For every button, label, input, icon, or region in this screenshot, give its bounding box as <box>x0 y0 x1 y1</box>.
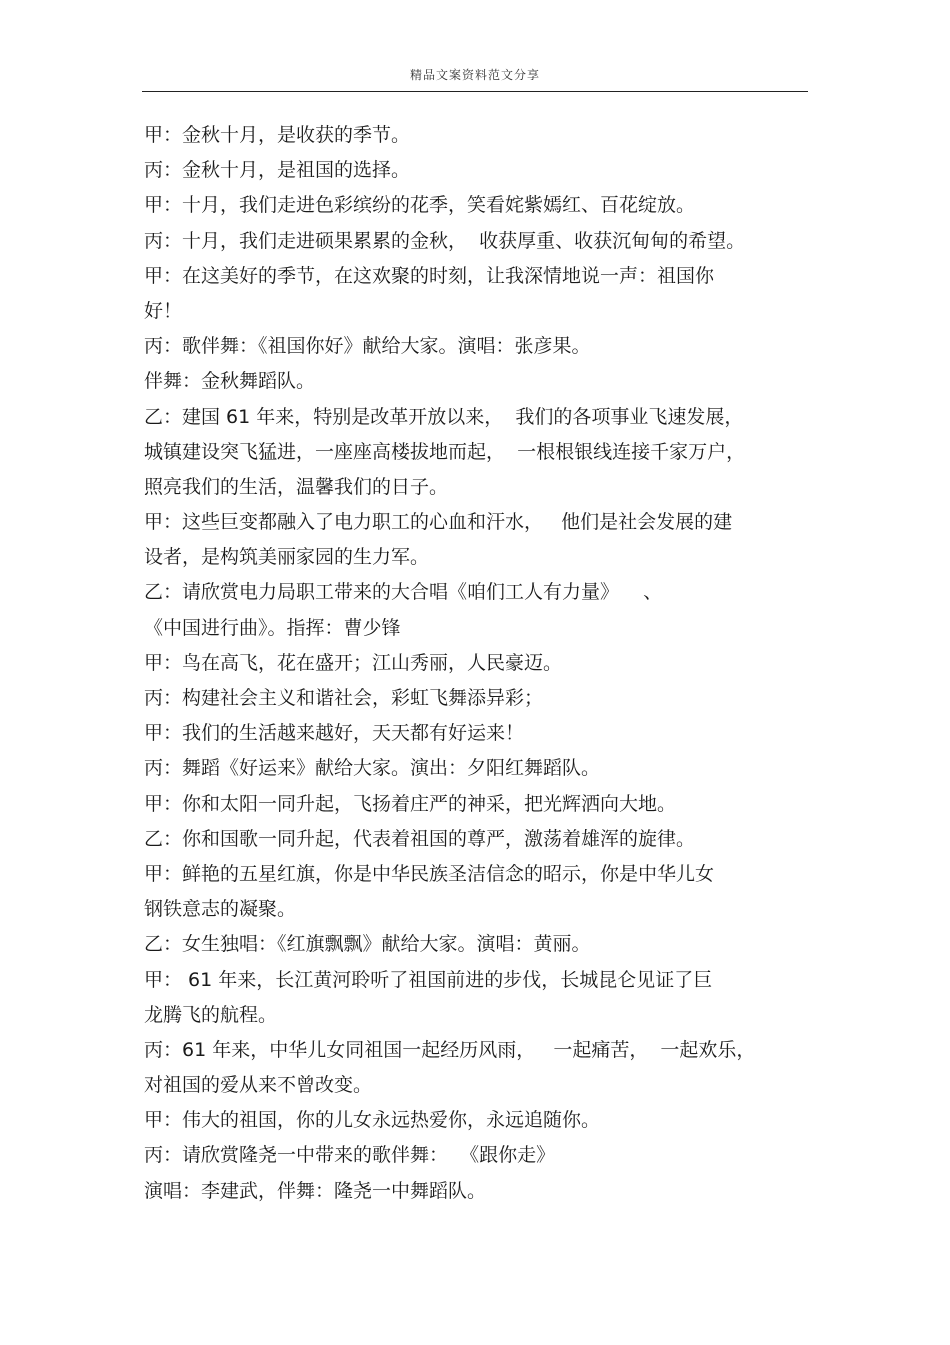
text-line: 演唱：李建武，伴舞：隆尧一中舞蹈队。 <box>144 1179 487 1202</box>
text-line: 设者，是构筑美丽家园的生力军。 <box>144 546 430 569</box>
text-line: 龙腾飞的航程。 <box>144 1003 278 1026</box>
text-line: 伴舞：金秋舞蹈队。 <box>144 370 316 393</box>
text-line: 丙：舞蹈《好运来》献给大家。演出：夕阳红舞蹈队。 <box>144 757 601 780</box>
text-line: 好！ <box>144 299 183 322</box>
text-line: 丙：金秋十月，是祖国的选择。 <box>144 159 411 182</box>
text-line: 照亮我们的生活，温馨我们的日子。 <box>144 475 449 498</box>
text-line: 丙：歌伴舞：《祖国你好》献给大家。演唱：张彦果。 <box>144 335 591 358</box>
text-line: 甲：伟大的祖国，你的儿女永远热爱你，永远追随你。 <box>144 1109 601 1132</box>
text-line: 甲：这些巨变都融入了电力职工的心血和汗水， 他们是社会发展的建 <box>144 511 733 534</box>
text-line: 丙：构建社会主义和谐社会，彩虹飞舞添异彩； <box>144 687 544 709</box>
text-line: 乙：请欣赏电力局职工带来的大合唱《咱们工人有力量》 、 <box>144 581 663 604</box>
text-line: 乙：建国 61 年来，特别是改革开放以来， 我们的各项事业飞速发展， <box>144 405 744 428</box>
text-line: 甲：在这美好的季节，在这欢聚的时刻，让我深情地说一声：祖国你 <box>144 264 715 287</box>
text-line: 钢铁意志的凝聚。 <box>144 898 297 921</box>
text-line: 甲：鲜艳的五星红旗，你是中华民族圣洁信念的昭示，你是中华儿女 <box>144 862 715 885</box>
document-body <box>144 118 808 1209</box>
text-line: 城镇建设突飞猛进，一座座高楼拔地而起， 一根根银线连接千家万户， <box>144 440 746 463</box>
text-line: 丙：61 年来，中华儿女同祖国一起经历风雨， 一起痛苦， 一起欢乐， <box>144 1038 756 1061</box>
text-line: 乙：女生独唱：《红旗飘飘》献给大家。演唱：黄丽。 <box>144 933 591 956</box>
text-line: 甲： 61 年来，长江黄河聆听了祖国前进的步伐，长城昆仑见证了巨 <box>144 968 713 991</box>
page-header-title: 精品文案资料范文分享 <box>409 68 540 82</box>
text-line: 甲：金秋十月，是收获的季节。 <box>144 124 411 146</box>
text-line: 甲：你和太阳一同升起，飞扬着庄严的神采，把光辉洒向大地。 <box>144 792 677 815</box>
text-line: 甲：我们的生活越来越好，天天都有好运来！ <box>144 722 525 745</box>
text-line: 甲：鸟在高飞，花在盛开；江山秀丽，人民豪迈。 <box>144 651 563 674</box>
text-line: 对祖国的爱从来不曾改变。 <box>144 1074 373 1097</box>
header-divider <box>142 91 808 92</box>
text-line: 甲：十月，我们走进色彩缤纷的花季，笑看姹紫嫣红、百花绽放。 <box>144 194 696 217</box>
text-line: 丙：请欣赏隆尧一中带来的歌伴舞： 《跟你走》 <box>144 1144 556 1167</box>
text-line: 乙：你和国歌一同升起，代表着祖国的尊严，激荡着雄浑的旋律。 <box>144 827 696 850</box>
text-line: 丙：十月，我们走进硕果累累的金秋， 收获厚重、收获沉甸甸的希望。 <box>144 229 746 252</box>
text-line: 《中国进行曲》。指挥：曹少锋 <box>144 616 401 639</box>
